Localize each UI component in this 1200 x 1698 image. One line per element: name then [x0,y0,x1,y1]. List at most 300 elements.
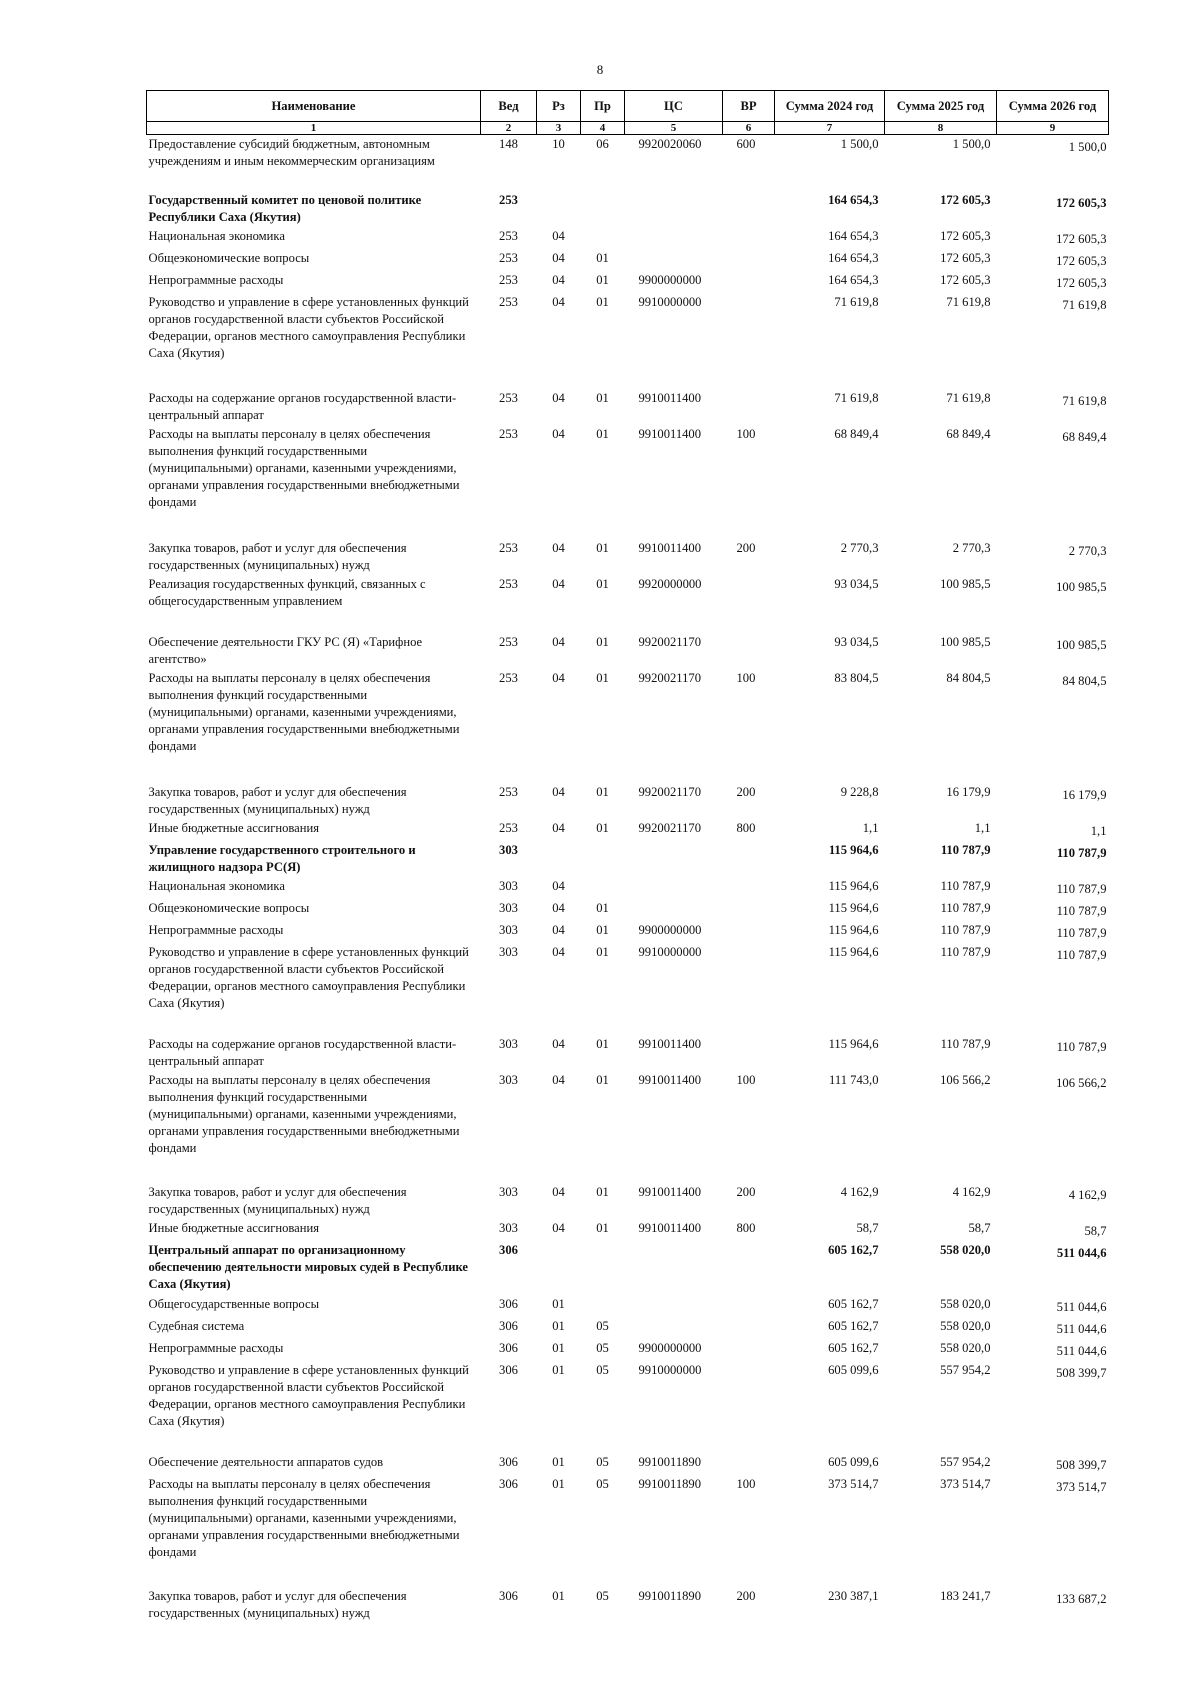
row-sum-2026: 110 787,9 [1056,845,1107,860]
row-cs: 9910011890 [638,1476,702,1491]
row-pr: 01 [596,272,609,287]
row-rz: 04 [552,1184,565,1199]
row-pr: 01 [596,922,609,937]
row-sum-2024: 605 162,7 [828,1242,879,1257]
row-vr [723,1241,775,1295]
budget-table-container [146,90,1108,1623]
table-row [147,539,1109,575]
row-name: Национальная экономика [148,878,285,893]
table-row [147,1071,1109,1183]
row-cs: 9920000000 [638,576,702,591]
row-sum-2026: 71 619,8 [1062,393,1107,408]
row-rz: 04 [552,576,565,591]
row-sum-2025: 110 787,9 [940,1036,991,1051]
row-sum-2024: 230 387,1 [828,1588,879,1603]
row-vr [723,1453,775,1475]
row-sum-2024: 111 743,0 [829,1072,879,1087]
row-ved: 303 [499,944,518,959]
table-row [147,633,1109,669]
header-cs: ЦС [625,91,723,122]
row-name: Судебная система [148,1318,245,1333]
row-vr: 100 [736,670,756,685]
row-ved: 306 [499,1296,518,1311]
row-sum-2026: 100 985,5 [1056,579,1107,594]
row-name: Обеспечение деятельности ГКУ РС (Я) «Тарифное агентство» [148,634,423,666]
row-ved: 253 [499,294,518,309]
row-vr: 800 [736,820,756,835]
row-sum-2024: 58,7 [856,1220,879,1235]
row-sum-2024: 93 034,5 [834,634,879,649]
row-vr [723,633,775,669]
row-name: Иные бюджетные ассигнования [148,1220,320,1235]
column-number: 3 [537,122,581,135]
row-sum-2025: 172 605,3 [940,228,991,243]
row-sum-2025: 4 162,9 [952,1184,991,1199]
header-name: Наименование [147,91,481,122]
row-sum-2024: 4 162,9 [840,1184,879,1199]
row-name: Управление государственного строительного и жилищного надзора РС(Я) [148,842,416,874]
row-vr: 100 [736,1476,756,1491]
row-pr: 01 [596,784,609,799]
row-vr: 600 [736,137,756,151]
row-sum-2026: 100 985,5 [1056,637,1107,652]
table-row [147,783,1109,819]
row-pr: 01 [596,1036,609,1051]
header-sum-2025: Сумма 2025 год [885,91,997,122]
row-sum-2025: 373 514,7 [940,1476,991,1491]
row-ved: 253 [499,426,518,441]
row-ved: 306 [499,1362,518,1377]
row-cs: 9920021170 [638,670,702,685]
row-rz: 10 [552,137,565,151]
row-pr [581,227,625,249]
row-name: Руководство и управление в сфере установленных функций органов государственной власти субъектов Российской Федерации, органов местного самоуправления Республики Саха (Якутия) [148,1362,469,1428]
row-sum-2024: 605 162,7 [828,1296,879,1311]
row-sum-2024: 115 964,6 [828,1036,879,1051]
row-ved: 306 [499,1340,518,1355]
row-rz [537,1241,581,1295]
row-sum-2026: 511 044,6 [1056,1245,1107,1260]
row-pr: 05 [596,1340,609,1355]
row-sum-2025: 110 787,9 [940,878,991,893]
row-rz: 04 [552,878,565,893]
table-row [147,227,1109,249]
table-row [147,1317,1109,1339]
row-vr [723,249,775,271]
row-sum-2026: 133 687,2 [1056,1591,1107,1606]
column-number: 4 [581,122,625,135]
row-vr [723,877,775,899]
row-sum-2025: 1 500,0 [952,137,991,151]
row-name: Непрограммные расходы [148,1340,284,1355]
table-row [147,921,1109,943]
row-sum-2026: 110 787,9 [1056,947,1107,962]
row-sum-2024: 115 964,6 [828,922,879,937]
row-vr: 200 [736,540,756,555]
row-cs [625,191,723,227]
row-cs [625,899,723,921]
row-sum-2024: 605 099,6 [828,1454,879,1469]
row-sum-2026: 172 605,3 [1056,231,1107,246]
table-row [147,249,1109,271]
row-sum-2025: 100 985,5 [940,576,991,591]
row-cs: 9910000000 [638,944,702,959]
table-row [147,575,1109,633]
table-row [147,1183,1109,1219]
row-rz: 04 [552,922,565,937]
column-number: 2 [481,122,537,135]
row-name: Закупка товаров, работ и услуг для обеспечения государственных (муниципальных) нужд [148,540,407,572]
row-sum-2026: 373 514,7 [1056,1479,1107,1494]
row-sum-2024: 115 964,6 [828,900,879,915]
row-sum-2026: 68 849,4 [1062,429,1107,444]
row-sum-2026: 1,1 [1090,823,1107,838]
row-name: Руководство и управление в сфере установленных функций органов государственной власти субъектов Российской Федерации, органов местного самоуправления Республики Саха (Якутия) [148,294,469,360]
row-name: Расходы на выплаты персоналу в целях обеспечения выполнения функций государственными (муниципальными) органами, казенными учреждениями, органами управления государственными внебюджетными фондами [148,1072,460,1155]
row-rz: 01 [552,1318,565,1333]
row-pr: 01 [596,1072,609,1087]
row-name: Обеспечение деятельности аппаратов судов [148,1454,384,1469]
row-vr [723,1035,775,1071]
row-ved: 306 [499,1588,518,1603]
table-row [147,1241,1109,1295]
row-pr: 05 [596,1476,609,1491]
row-sum-2026: 110 787,9 [1056,925,1107,940]
row-name: Расходы на выплаты персоналу в целях обеспечения выполнения функций государственными (муниципальными) органами, казенными учреждениями, органами управления государственными внебюджетными фондами [148,670,460,753]
row-rz: 04 [552,294,565,309]
row-sum-2024: 83 804,5 [834,670,879,685]
row-name: Расходы на выплаты персоналу в целях обеспечения выполнения функций государственными (муниципальными) органами, казенными учреждениями, органами управления государственными внебюджетными фондами [148,1476,460,1559]
row-ved: 303 [499,1036,518,1051]
table-row [147,1035,1109,1071]
row-sum-2026: 110 787,9 [1056,1039,1107,1054]
table-row [147,1475,1109,1587]
row-rz: 04 [552,1220,565,1235]
row-pr [581,1241,625,1295]
row-sum-2025: 1,1 [974,820,991,835]
row-cs [625,1241,723,1295]
row-pr [581,877,625,899]
row-sum-2024: 2 770,3 [840,540,879,555]
row-rz: 04 [552,670,565,685]
row-name: Закупка товаров, работ и услуг для обеспечения государственных (муниципальных) нужд [148,1184,407,1216]
table-row [147,943,1109,1035]
row-sum-2025: 2 770,3 [952,540,991,555]
column-number-row [147,122,1109,135]
row-pr: 01 [596,820,609,835]
row-pr [581,841,625,877]
row-pr: 01 [596,634,609,649]
row-sum-2026: 511 044,6 [1056,1321,1107,1336]
row-pr: 05 [596,1454,609,1469]
row-ved: 306 [499,1318,518,1333]
row-rz: 04 [552,944,565,959]
row-sum-2025: 68 849,4 [946,426,991,441]
row-cs: 9910011400 [638,390,702,405]
row-sum-2026: 511 044,6 [1056,1299,1107,1314]
row-name: Расходы на содержание органов государственной власти- центральный аппарат [148,390,457,422]
column-number: 1 [147,122,481,135]
row-sum-2024: 164 654,3 [828,250,879,265]
row-cs [625,249,723,271]
row-sum-2026: 4 162,9 [1068,1187,1107,1202]
row-sum-2026: 71 619,8 [1062,297,1107,312]
row-cs: 9920020060 [638,137,702,151]
row-sum-2026: 172 605,3 [1056,275,1107,290]
row-vr [723,841,775,877]
table-header [147,91,1109,135]
table-row [147,1219,1109,1241]
row-vr [723,899,775,921]
row-name: Непрограммные расходы [148,272,284,287]
row-pr: 01 [596,900,609,915]
row-sum-2024: 93 034,5 [834,576,879,591]
row-sum-2026: 2 770,3 [1068,543,1107,558]
row-rz: 04 [552,540,565,555]
table-row [147,425,1109,539]
row-sum-2025: 100 985,5 [940,634,991,649]
row-ved: 303 [499,842,518,857]
row-ved: 253 [499,272,518,287]
column-number: 7 [775,122,885,135]
row-rz [537,191,581,227]
row-sum-2024: 1 500,0 [840,137,879,151]
row-pr: 01 [596,540,609,555]
row-rz: 04 [552,426,565,441]
row-sum-2025: 84 804,5 [946,670,991,685]
table-row [147,389,1109,425]
row-rz: 01 [552,1296,565,1311]
row-rz: 01 [552,1476,565,1491]
row-pr: 01 [596,670,609,685]
row-vr: 200 [736,1184,756,1199]
row-sum-2026: 511 044,6 [1056,1343,1107,1358]
row-sum-2025: 110 787,9 [940,944,991,959]
row-cs: 9920021170 [638,820,702,835]
table-row [147,191,1109,227]
row-name: Общеэкономические вопросы [148,900,310,915]
row-sum-2026: 84 804,5 [1062,673,1107,688]
row-rz: 01 [552,1362,565,1377]
row-sum-2024: 115 964,6 [828,944,879,959]
row-sum-2025: 106 566,2 [940,1072,991,1087]
row-vr [723,271,775,293]
row-ved: 303 [499,1072,518,1087]
row-vr [723,943,775,1035]
row-pr [581,191,625,227]
row-vr [723,1339,775,1361]
row-cs: 9900000000 [638,1340,702,1355]
row-rz: 04 [552,1036,565,1051]
row-name: Общегосударственные вопросы [148,1296,320,1311]
row-name: Государственный комитет по ценовой политике Республики Саха (Якутия) [148,192,422,224]
row-sum-2025: 558 020,0 [940,1340,991,1355]
row-sum-2026: 508 399,7 [1056,1457,1107,1472]
table-row [147,1587,1109,1623]
row-sum-2025: 172 605,3 [940,250,991,265]
column-number: 5 [625,122,723,135]
row-name: Расходы на содержание органов государственной власти- центральный аппарат [148,1036,457,1068]
header-sum-2026: Сумма 2026 год [997,91,1109,122]
row-cs [625,841,723,877]
row-cs: 9920021170 [638,784,702,799]
table-row [147,841,1109,877]
row-vr [723,1361,775,1453]
header-pr: Пр [581,91,625,122]
row-name: Непрограммные расходы [148,922,284,937]
row-ved: 303 [499,1220,518,1235]
row-vr [723,389,775,425]
row-cs: 9910011400 [638,426,702,441]
row-rz: 04 [552,900,565,915]
row-ved: 253 [499,228,518,243]
row-name: Национальная экономика [148,228,285,243]
row-pr: 01 [596,1184,609,1199]
row-vr [723,1317,775,1339]
row-pr: 01 [596,390,609,405]
row-sum-2026: 110 787,9 [1056,881,1107,896]
row-cs: 9910000000 [638,294,702,309]
row-sum-2025: 172 605,3 [940,192,991,207]
row-sum-2026: 58,7 [1084,1223,1107,1238]
row-pr: 01 [596,294,609,309]
row-name: Предоставление субсидий бюджетным, автономным учреждениям и иным некоммерческим организациям [148,137,435,168]
table-row [147,1361,1109,1453]
row-pr: 01 [596,426,609,441]
row-rz [537,841,581,877]
row-pr: 01 [596,576,609,591]
row-cs [625,1295,723,1317]
row-rz: 01 [552,1454,565,1469]
row-ved: 253 [499,390,518,405]
row-vr [723,921,775,943]
row-ved: 306 [499,1242,518,1257]
table-row [147,1295,1109,1317]
row-name: Центральный аппарат по организационному обеспечению деятельности мировых судей в Республике Саха (Якутия) [148,1242,469,1291]
row-ved: 253 [499,540,518,555]
row-cs: 9910000000 [638,1362,702,1377]
row-sum-2025: 58,7 [968,1220,991,1235]
table-row [147,819,1109,841]
row-sum-2025: 557 954,2 [940,1454,991,1469]
row-sum-2025: 110 787,9 [940,900,991,915]
row-sum-2025: 172 605,3 [940,272,991,287]
row-vr: 200 [736,784,756,799]
row-pr: 01 [596,1220,609,1235]
row-sum-2024: 164 654,3 [828,192,879,207]
row-sum-2025: 558 020,0 [940,1318,991,1333]
row-pr [581,1295,625,1317]
row-ved: 306 [499,1454,518,1469]
row-sum-2024: 71 619,8 [834,390,879,405]
row-name: Иные бюджетные ассигнования [148,820,320,835]
row-sum-2024: 115 964,6 [828,842,879,857]
row-pr: 01 [596,250,609,265]
row-ved: 253 [499,192,518,207]
row-sum-2025: 16 179,9 [946,784,991,799]
row-vr [723,227,775,249]
row-vr [723,575,775,633]
row-ved: 253 [499,250,518,265]
row-rz: 01 [552,1340,565,1355]
table-row [147,877,1109,899]
row-rz: 04 [552,390,565,405]
row-rz: 04 [552,1072,565,1087]
row-vr: 800 [736,1220,756,1235]
row-name: Расходы на выплаты персоналу в целях обеспечения выполнения функций государственными (муниципальными) органами, казенными учреждениями, органами управления государственными внебюджетными фондами [148,426,460,509]
row-cs [625,1317,723,1339]
row-rz: 04 [552,250,565,265]
row-sum-2025: 71 619,8 [946,390,991,405]
row-sum-2025: 558 020,0 [940,1296,991,1311]
row-sum-2024: 9 228,8 [840,784,879,799]
row-cs: 9920021170 [638,634,702,649]
row-rz: 04 [552,228,565,243]
row-sum-2026: 110 787,9 [1056,903,1107,918]
row-name: Общеэкономические вопросы [148,250,310,265]
table-row [147,669,1109,783]
row-ved: 303 [499,878,518,893]
row-vr: 100 [736,1072,756,1087]
row-ved: 303 [499,900,518,915]
row-vr: 200 [736,1588,756,1603]
row-sum-2024: 164 654,3 [828,272,879,287]
row-pr: 05 [596,1362,609,1377]
row-sum-2026: 106 566,2 [1056,1075,1107,1090]
row-rz: 04 [552,784,565,799]
row-ved: 253 [499,576,518,591]
row-rz: 04 [552,634,565,649]
row-vr: 100 [736,426,756,441]
row-rz: 04 [552,272,565,287]
budget-table [146,90,1109,1623]
row-ved: 148 [499,137,518,151]
row-sum-2026: 1 500,0 [1068,140,1107,154]
row-cs: 9910011400 [638,1220,702,1235]
row-ved: 303 [499,1184,518,1199]
row-pr: 05 [596,1588,609,1603]
row-sum-2024: 605 162,7 [828,1318,879,1333]
row-sum-2025: 71 619,8 [946,294,991,309]
row-name: Руководство и управление в сфере установленных функций органов государственной власти субъектов Российской Федерации, органов местного самоуправления Республики Саха (Якутия) [148,944,469,1010]
row-sum-2024: 71 619,8 [834,294,879,309]
table-body [147,135,1109,1623]
table-row [147,899,1109,921]
row-cs: 9910011400 [638,540,702,555]
table-row [147,1339,1109,1361]
row-ved: 253 [499,634,518,649]
row-cs [625,227,723,249]
row-vr [723,293,775,389]
row-ved: 253 [499,670,518,685]
row-sum-2026: 172 605,3 [1056,195,1107,210]
row-rz: 04 [552,820,565,835]
row-cs: 9910011400 [638,1072,702,1087]
table-row [147,135,1109,191]
row-sum-2026: 508 399,7 [1056,1365,1107,1380]
row-cs: 9910011400 [638,1184,702,1199]
row-pr: 06 [596,137,609,151]
row-rz: 01 [552,1588,565,1603]
row-sum-2025: 558 020,0 [940,1242,991,1257]
row-pr: 01 [596,944,609,959]
row-sum-2025: 557 954,2 [940,1362,991,1377]
row-cs: 9910011890 [638,1454,702,1469]
column-number: 9 [997,122,1109,135]
row-sum-2025: 110 787,9 [940,922,991,937]
row-ved: 253 [499,784,518,799]
row-ved: 306 [499,1476,518,1491]
